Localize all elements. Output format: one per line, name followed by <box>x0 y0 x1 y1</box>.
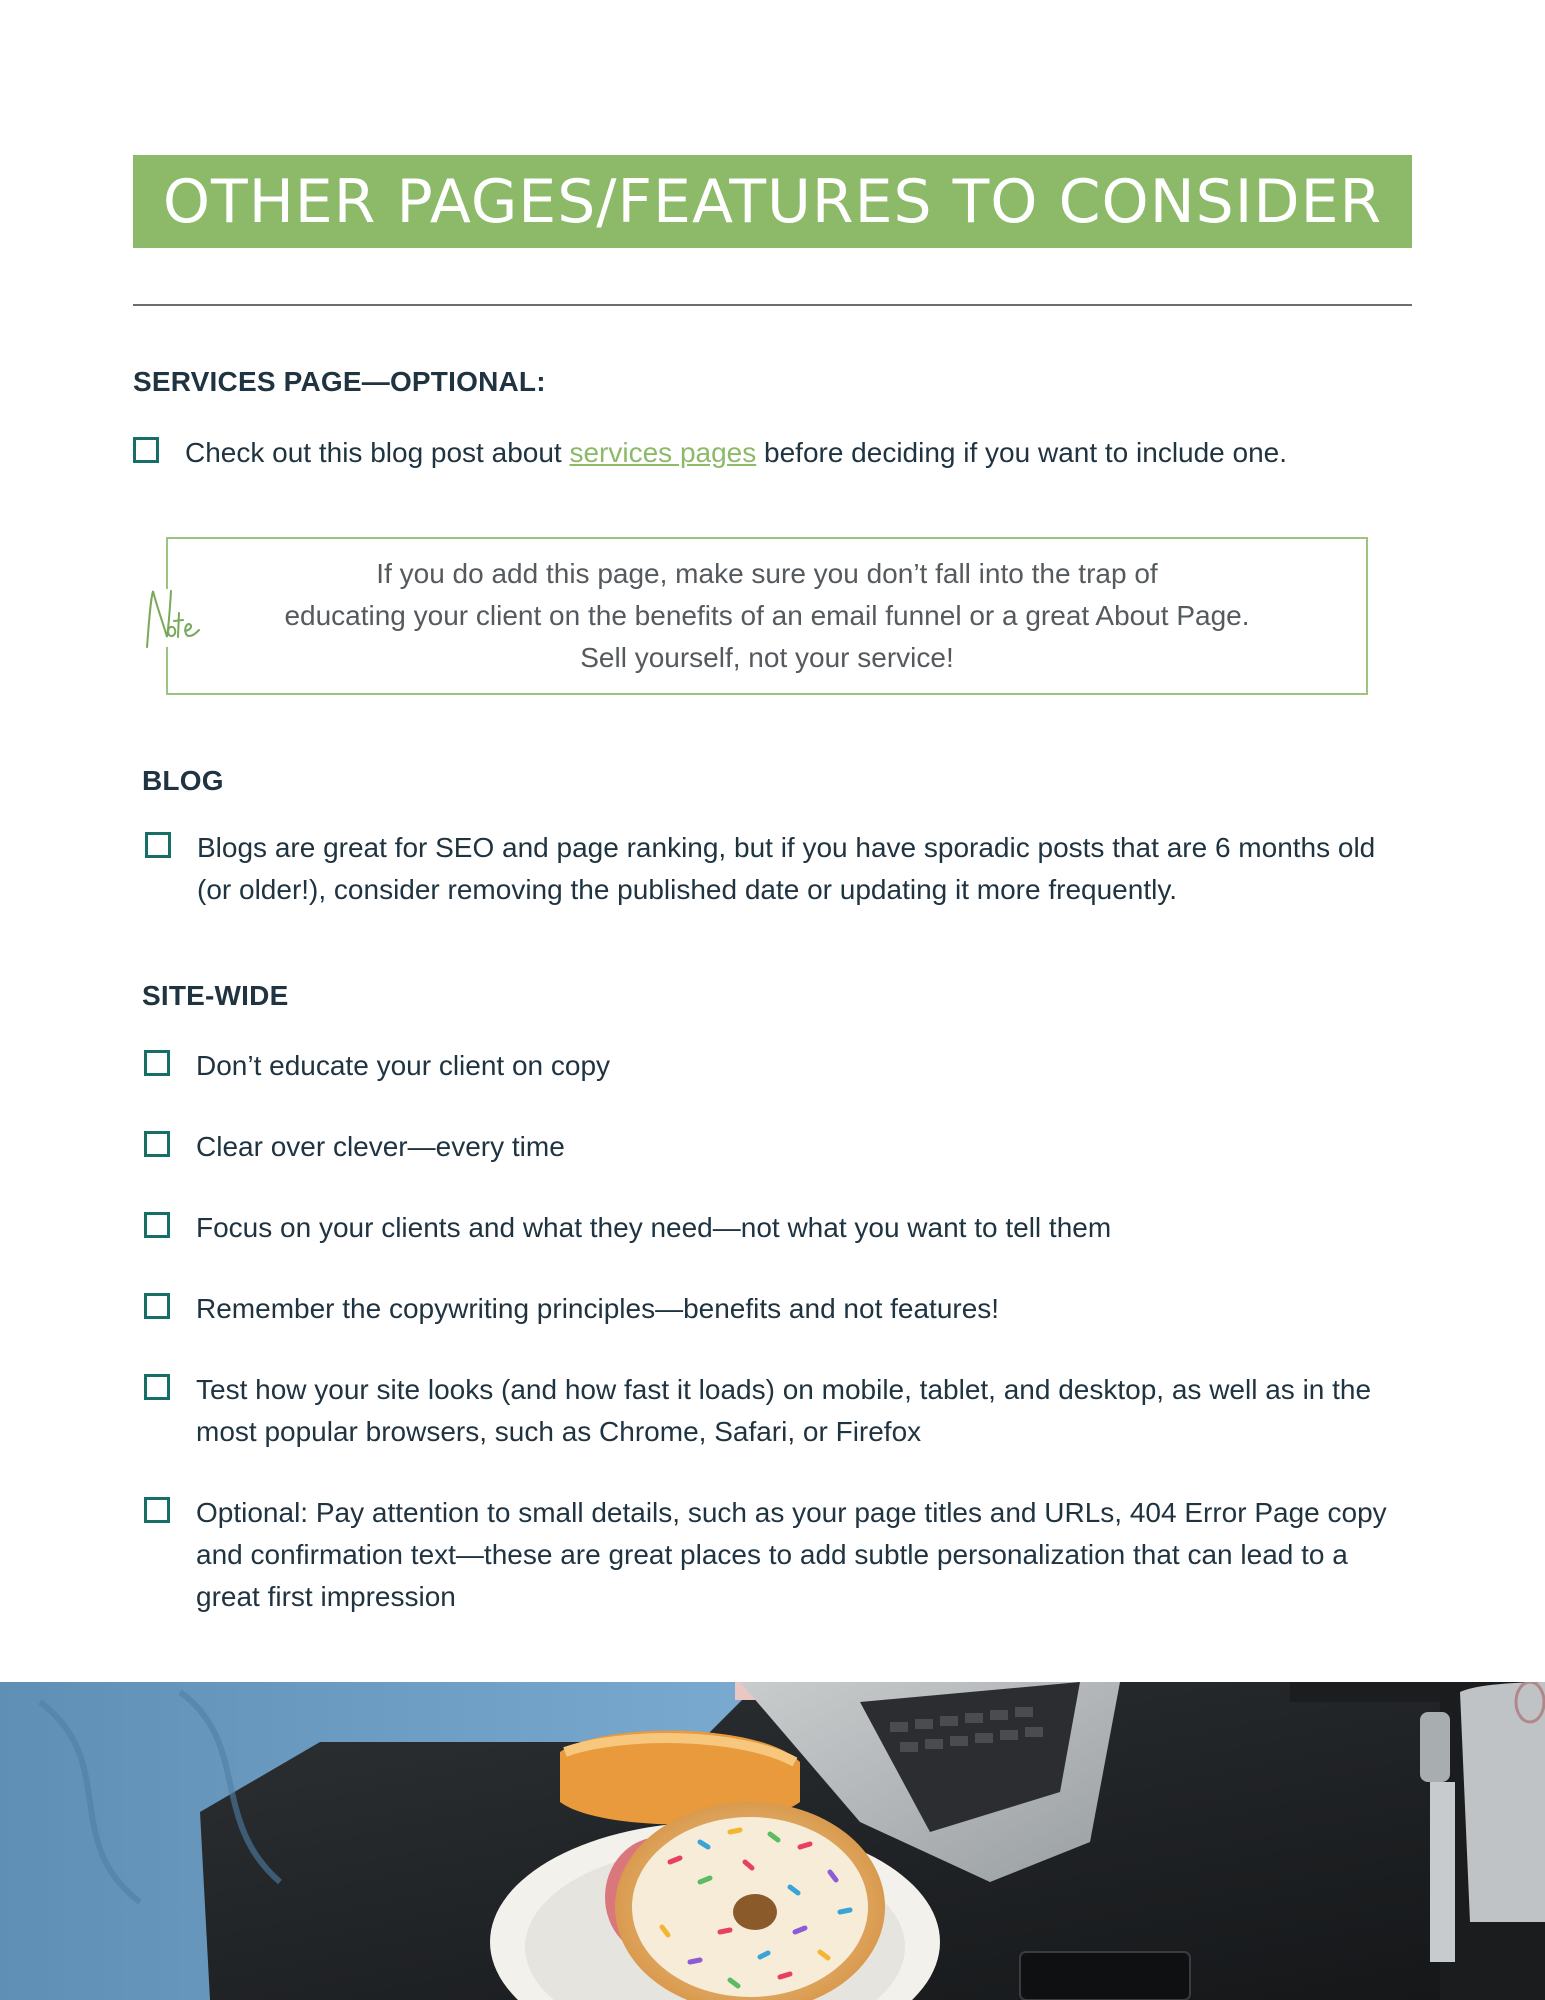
checkbox[interactable] <box>144 1131 170 1157</box>
note-script-icon <box>141 583 203 653</box>
page-title: OTHER PAGES/FEATURES TO CONSIDER <box>162 166 1383 237</box>
divider <box>133 304 1412 306</box>
sitewide-item <box>144 1369 1404 1453</box>
sitewide-heading: SITE-WIDE <box>142 980 289 1011</box>
note-callout <box>166 537 1368 695</box>
sitewide-item <box>144 1126 1404 1168</box>
note-text: If you do add this page, make sure you don’t fall into the trap of educating your client on the benefits of an email funnel or a great About Page. Sell yourself, not your service! <box>284 558 1250 673</box>
sitewide-item-text: Remember the copywriting principles—benefits and not features! <box>196 1293 1000 1324</box>
sitewide-item-text: Clear over clever—every time <box>196 1131 565 1162</box>
sitewide-item <box>144 1207 1404 1249</box>
sitewide-item-text: Optional: Pay attention to small details, such as your page titles and URLs, 404 Error Page copy and confirmation text—these are great places to add subtle personalization that can lead to a great first impression <box>196 1497 1387 1612</box>
checkbox[interactable] <box>133 437 159 463</box>
sitewide-item-text: Test how your site looks (and how fast it loads) on mobile, tablet, and desktop, as well as in the most popular browsers, such as Chrome, Safari, or Firefox <box>196 1374 1372 1447</box>
sitewide-item <box>144 1288 1404 1330</box>
photo-illustration <box>0 1682 1545 2000</box>
page-title-banner <box>133 155 1412 248</box>
checkbox[interactable] <box>145 832 171 858</box>
checkbox[interactable] <box>144 1374 170 1400</box>
services-heading: SERVICES PAGE—OPTIONAL: <box>133 366 546 397</box>
blog-heading: BLOG <box>142 765 224 796</box>
services-pages-link[interactable]: services pages <box>569 437 757 468</box>
checkbox[interactable] <box>144 1497 170 1523</box>
checkbox[interactable] <box>144 1293 170 1319</box>
blog-item-text: Blogs are great for SEO and page ranking, but if you have sporadic posts that are 6 months old (or older!), consider removing the published date or updating it more frequently. <box>197 832 1376 905</box>
sitewide-item <box>144 1492 1409 1618</box>
services-checklist-item <box>133 432 1423 474</box>
checkbox[interactable] <box>144 1050 170 1076</box>
checkbox[interactable] <box>144 1212 170 1238</box>
desk-photo <box>0 1682 1545 2000</box>
sitewide-item-text: Focus on your clients and what they need—not what you want to tell them <box>196 1212 1112 1243</box>
sitewide-item-text: Don’t educate your client on copy <box>196 1050 611 1081</box>
blog-checklist-item <box>145 827 1415 911</box>
sitewide-item <box>144 1045 1404 1087</box>
services-item-text: Check out this blog post about services pages before deciding if you want to include one. <box>185 437 1288 468</box>
